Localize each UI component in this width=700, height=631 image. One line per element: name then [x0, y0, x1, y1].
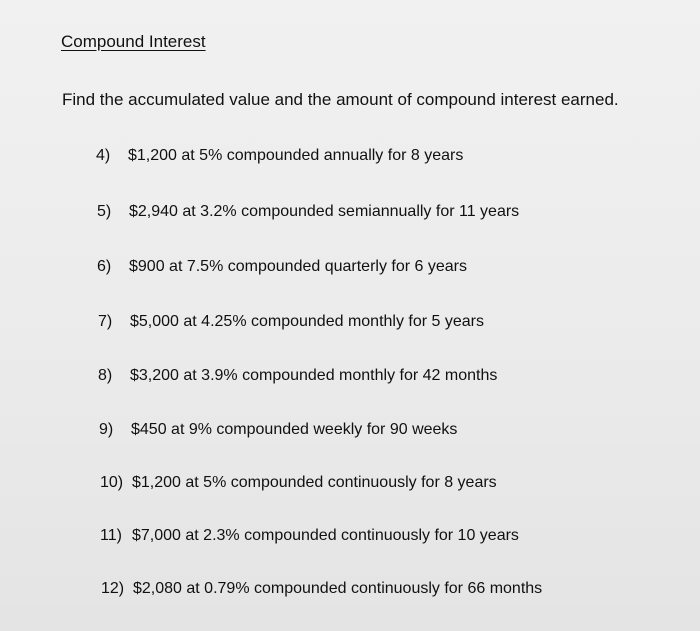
problem-item [101, 580, 542, 598]
problem-number: 4) [96, 147, 111, 164]
problem-text: $2,080 at 0.79% compounded continuously for 66 months [133, 580, 543, 597]
instructions-text: Find the accumulated value and the amount of compound interest earned. [62, 90, 619, 109]
problem-text: $2,940 at 3.2% compounded semiannually for 11 years [129, 203, 520, 220]
problem-item [100, 527, 519, 545]
problem-text: $1,200 at 5% compounded annually for 8 years [128, 147, 464, 164]
problem-number: 5) [97, 203, 112, 220]
problem-text: $450 at 9% compounded weekly for 90 weeks [131, 421, 458, 438]
problem-number: 6) [97, 258, 112, 275]
problem-item [98, 367, 497, 385]
problem-number: 10) [100, 474, 124, 491]
problem-text: $7,000 at 2.3% compounded continuously for 10 years [132, 527, 519, 544]
problem-number: 9) [99, 421, 114, 438]
problem-number: 7) [98, 313, 113, 330]
problem-item [97, 258, 467, 276]
problem-number: 11) [100, 527, 122, 544]
problem-item [100, 474, 497, 492]
problem-item [96, 147, 463, 165]
problem-item [99, 421, 457, 439]
worksheet-title: Compound Interest [61, 32, 206, 51]
problem-number: 8) [98, 367, 113, 384]
problem-text: $3,200 at 3.9% compounded monthly for 42 months [130, 367, 498, 384]
problem-number: 12) [101, 580, 125, 597]
problem-text: $1,200 at 5% compounded continuously for 8 years [132, 474, 497, 491]
problem-text: $5,000 at 4.25% compounded monthly for 5 years [130, 313, 484, 330]
problem-item [98, 313, 484, 331]
problem-item [97, 203, 519, 221]
problem-text: $900 at 7.5% compounded quarterly for 6 years [129, 258, 467, 275]
